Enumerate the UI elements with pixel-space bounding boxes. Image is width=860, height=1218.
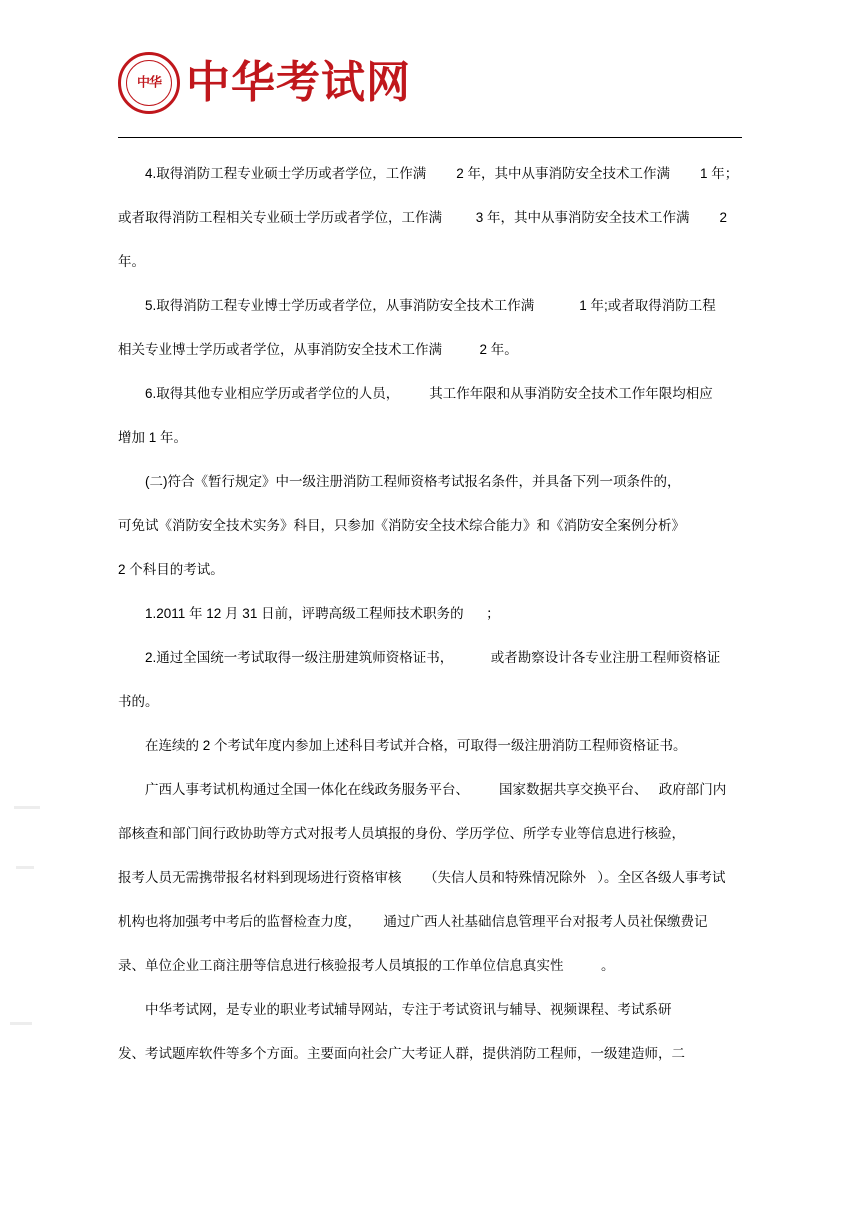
paragraph: 相关专业博士学历或者学位，从事消防安全技术工作满 2 年。: [118, 342, 518, 357]
seal-stamp-icon: [118, 52, 180, 114]
paragraph: 或者取得消防工程相关专业硕士学历或者学位，工作满 3 年，其中从事消防安全技术工作满 2: [118, 210, 728, 225]
paragraph: 机构也将加强考中考后的监督检查力度， 通过广西人社基础信息管理平台对报考人员社保缴费记: [118, 914, 708, 929]
scan-artifact: [16, 866, 34, 869]
paragraph: 在连续的 2 个考试年度内参加上述科目考试并合格，可取得一级注册消防工程师资格证书。: [145, 738, 687, 753]
site-logo: [118, 48, 742, 118]
document-body: [118, 152, 742, 1076]
paragraph: 2.通过全国统一考试取得一级注册建筑师资格证书， 或者勘察设计各专业注册工程师资格证: [145, 650, 721, 665]
paragraph: (二)符合《暂行规定》中一级注册消防工程师资格考试报名条件，并具备下列一项条件的，: [145, 474, 681, 489]
paragraph: 广西人事考试机构通过全国一体化在线政务服务平台、 国家数据共享交换平台、 政府部门内: [145, 782, 727, 797]
paragraph: 1.2011 年 12 月 31 日前，评聘高级工程师技术职务的 ；: [145, 606, 500, 621]
paragraph: 报考人员无需携带报名材料到现场进行资格审核 （失信人员和特殊情况除外 ）。全区各级人事考试: [118, 870, 726, 885]
paragraph: 发、考试题库软件等多个方面。主要面向社会广大考证人群，提供消防工程师，一级建造师，二: [118, 1046, 685, 1061]
paragraph: 2 个科目的考试。: [118, 562, 224, 577]
header-divider: [118, 137, 742, 138]
seal-text: 中华: [136, 75, 161, 91]
scan-artifact: [14, 806, 40, 809]
paragraph: 录、单位企业工商注册等信息进行核验报考人员填报的工作单位信息真实性 。: [118, 958, 615, 973]
paragraph: 书的。: [118, 694, 159, 709]
brand-name: 中华考试网: [186, 57, 411, 108]
document-header: [118, 48, 742, 138]
scan-artifact: [10, 1022, 32, 1025]
paragraph: 部核查和部门间行政协助等方式对报考人员填报的身份、学历学位、所学专业等信息进行核验，: [118, 826, 685, 841]
paragraph: 中华考试网，是专业的职业考试辅导网站，专注于考试资讯与辅导、视频课程、考试系研: [145, 1002, 672, 1017]
paragraph: 5.取得消防工程专业博士学历或者学位，从事消防安全技术工作满 1 年;或者取得消防工程: [145, 298, 716, 313]
paragraph: 年。: [118, 254, 145, 269]
paragraph: 可免试《消防安全技术实务》科目，只参加《消防安全技术综合能力》和《消防安全案例分析》: [118, 518, 685, 533]
paragraph: 6.取得其他专业相应学历或者学位的人员， 其工作年限和从事消防安全技术工作年限均相应: [145, 386, 713, 401]
paragraph: 4.取得消防工程专业硕士学历或者学位，工作满 2 年，其中从事消防安全技术工作满 1 年；: [145, 166, 739, 181]
paragraph: 增加 1 年。: [118, 430, 188, 445]
